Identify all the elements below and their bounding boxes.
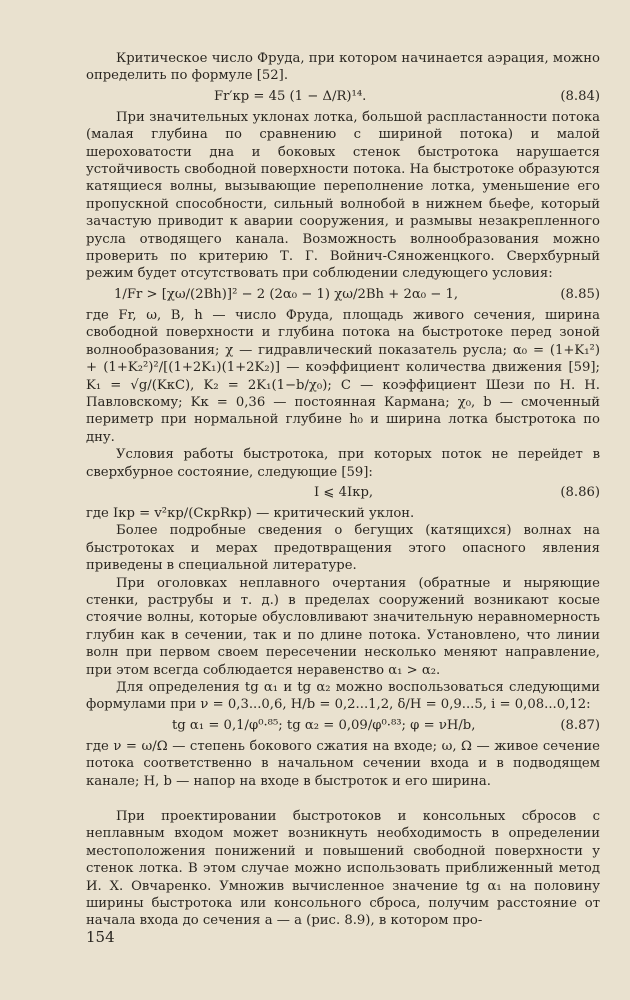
equation-formula: I ⩽ 4Iкр, — [314, 484, 374, 500]
equation-number: (8.87) — [560, 717, 600, 733]
paragraph-gap — [86, 790, 600, 808]
paragraph-ovcharenko-method: При проектировании быстротоков и консольных сбросов с неплавным входом может возникнуть необходимость в определении местоположения понижений и повышений свободной поверхности у стенок лотка. В этом случае можно использовать приближенный метод И. Х. Овчаренко. Умножив вычисленное значение tg α₁ на половину ширины быстротока или консольного сброса, получим расстояние от начала входа до сечения a — a (рис. 8.9), в котором про- — [86, 809, 600, 929]
equation-number: (8.86) — [560, 484, 600, 500]
equation-formula: 1/Fr > [χω/(2Bh)]² − 2 (2α₀ − 1) χω/2Bh + 2α₀ − 1, — [114, 286, 459, 302]
page-number: 154 — [86, 928, 115, 946]
paragraph-froude-intro: Критическое число Фруда, при котором начинается аэрация, можно определить по формуле [52]. — [86, 51, 600, 84]
paragraph-literature: Более подробные сведения о бегущих (катящихся) волнах на быстротоках и мерах предотвращения этого опасного явления приведены в специальной литературе. — [86, 523, 600, 574]
paragraph-oblique-waves: При оголовках неплавного очертания (обратные и ныряющие стенки, раструбы и т. д.) в пределах сооружений возникают косые стоячие волны, которые обусловливают значительную неравномерность глубин как в сечении, так и по длине потока. Установлено, что линии волн при первом своем пересечении несколько меняют направление, при этом всегда соблюдается неравенство α₁ > α₂. — [86, 575, 600, 678]
equation-8-86 — [86, 484, 600, 502]
paragraph-definitions: где Fr, ω, B, h — число Фруда, площадь живого сечения, ширина свободной поверхности и глубина потока на быстротоке перед зоной волнообразования; χ — гидравлический показатель русла; α₀ = (1+K₁²) + (1+K₂²)²/[(1+2K₁)(1+2K₂)] — коэффициент количества движения [59]; K₁ = √g/(KкC), K₂ = 2K₁(1−b/χ₀); C — коэффициент Шези по Н. Н. Павловскому; Kк = 0,36 — постоянная Кармана; χ₀, b — смоченный периметр при нормальной глубине h₀ и ширина лотка быстротока по дну. — [86, 307, 600, 445]
paragraph-conditions: Условия работы быстротока, при которых поток не перейдет в сверхбурное состояние, следующие [59]: — [86, 447, 600, 480]
equation-formula: Fr′кр = 45 (1 − Δ/R)¹⁴. — [214, 88, 367, 104]
equation-8-85 — [86, 286, 600, 304]
equation-formula: tg α₁ = 0,1/φ⁰·⁸⁵; tg α₂ = 0,09/φ⁰·⁸³; φ = νH/b, — [172, 717, 476, 733]
paragraph-contraction: где ν = ω/Ω — степень бокового сжатия на входе; ω, Ω — живое сечение потока соответственно в начальном сечении входа и в подводящем канале; H, b — напор на входе в быстроток и его ширина. — [86, 738, 600, 789]
equation-8-84 — [86, 88, 600, 106]
paragraph-tg-definition: Для определения tg α₁ и tg α₂ можно воспользоваться следующими формулами при ν = 0,3...0,6, H/b = 0,2...1,2, δ/H = 0,9...5, i = 0,08...0,12: — [86, 680, 600, 713]
paragraph-critical-slope: где Iкр = v²кр/(CкрRкр) — критический уклон. — [86, 505, 415, 521]
equation-number: (8.85) — [560, 286, 600, 302]
equation-number: (8.84) — [560, 88, 600, 104]
equation-8-87 — [86, 717, 600, 735]
paragraph-roll-waves: При значительных уклонах лотка, большой распластанности потока (малая глубина по сравнению с шириной потока) и малой шероховатости дна и боковых стенок быстротока нарушается устойчивость свободной поверхности потока. На быстротоке образуются катящиеся волны, вызывающие переполнение лотка, уменьшение его пропускной способности, сильный волнобой в нижнем бьефе, который зачастую приводит к аварии сооружения, и размывы незакрепленного русла отводящего канала. Возможность волнообразования можно проверить по критерию Т. Г. Войнич-Сяноженцкого. Сверхбурный режим будет отсутствовать при соблюдении следующего условия: — [86, 109, 600, 282]
